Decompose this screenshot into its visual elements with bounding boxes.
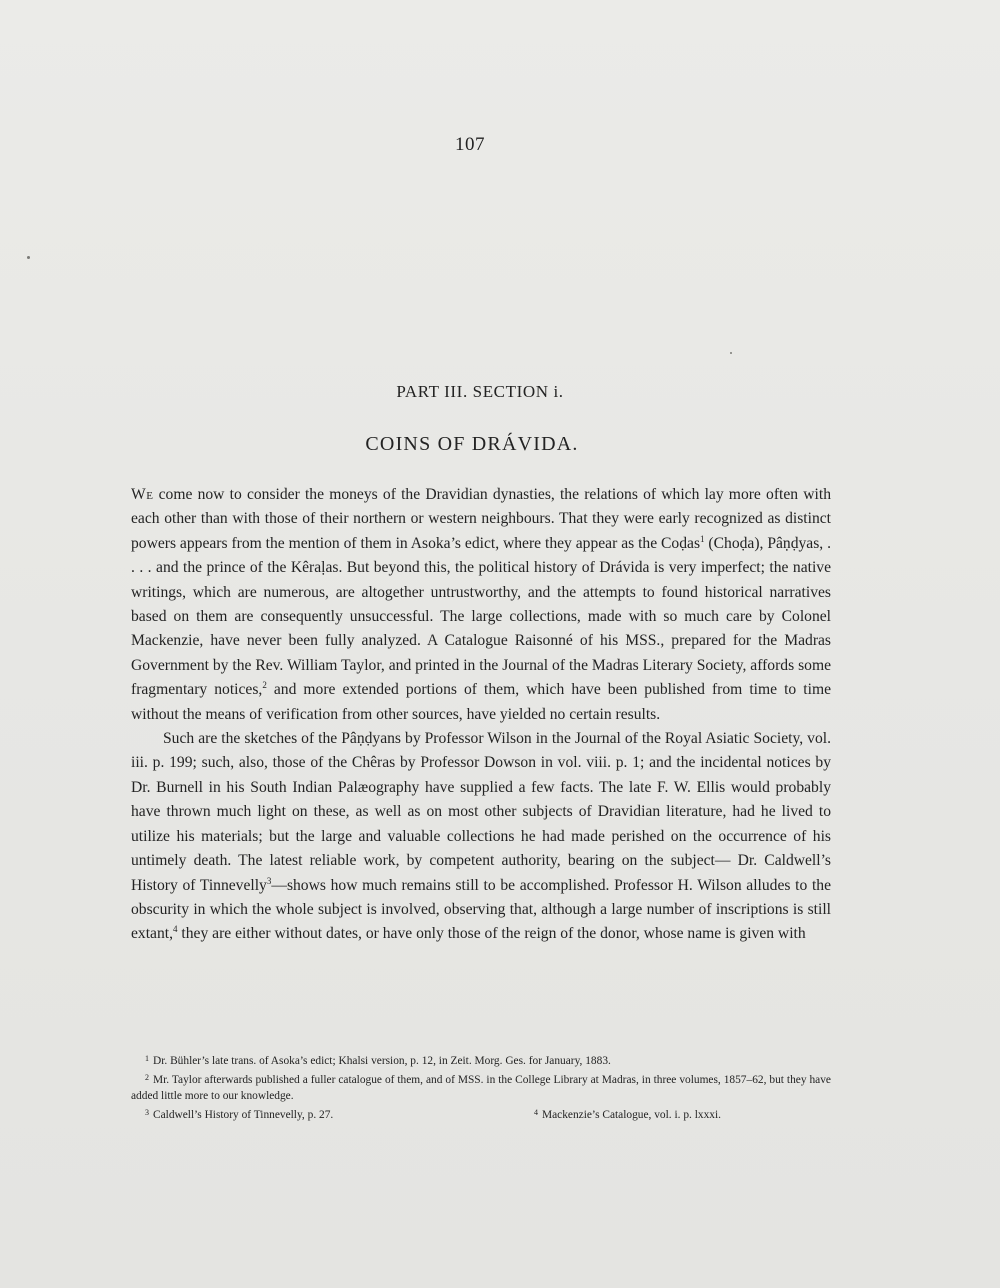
footnote-1 <box>131 1051 831 1070</box>
paragraph-1-text-c: and more extended portions of them, which have been published from time to time without the means of verification from other sources, have yielded no certain results. <box>131 681 831 723</box>
footnote-3-mark: 3 <box>145 1107 149 1117</box>
paper-speck <box>27 256 30 259</box>
paragraph-2-text-b: —shows how much remains still to be accomplished. Professor H. Wilson alludes to the obscurity in which the whole subject is involved, observing that, although a large number of inscriptions is still extant, <box>131 876 831 943</box>
footnote-1-mark: 1 <box>145 1054 149 1063</box>
paragraph-1-text: come now to consider the moneys of the Dravidian dynasties, the relations of which lay more often with each other than with those of their northern or western neighbours. That they were early recognized as distinct powers appears from the mention of them in Asoka’s edict, where they appear as the Coḍas <box>131 486 831 552</box>
footnote-4-mark: 4 <box>533 1107 538 1117</box>
footnote-3-text: Caldwell’s History of Tinnevelly, p. 27. <box>153 1108 334 1121</box>
paper-speck <box>730 352 732 354</box>
body-text <box>131 483 831 947</box>
footnote-ref-1[interactable]: 1 <box>700 533 705 544</box>
paragraph-2-text-c: they are either without dates, or have only those of the reign of the donor, whose name is given with <box>177 925 806 943</box>
section-heading: PART III. SECTION i. <box>396 382 564 401</box>
footnote-ref-2[interactable]: 2 <box>262 680 267 691</box>
footnotes <box>131 1051 831 1123</box>
paragraph-1 <box>131 483 831 727</box>
footnote-4-text: Mackenzie’s Catalogue, vol. i. p. lxxxi. <box>541 1108 721 1121</box>
footnote-2-mark: 2 <box>145 1072 149 1082</box>
footnote-ref-4[interactable]: 4 <box>173 924 178 935</box>
footnote-1-text: Dr. Bühler’s late trans. of Asoka’s edict; Khalsi version, p. 12, in Zeit. Morg. Ges. for January, 1883. <box>153 1055 611 1067</box>
footnote-2-text: Mr. Taylor afterwards published a fuller catalogue of them, and of MSS. in the College Library at Madras, in three volumes, 1857–62, but they have added little more to our knowledge. <box>131 1073 831 1102</box>
footnote-row-3-4 <box>131 1105 831 1124</box>
paragraph-2 <box>131 727 831 947</box>
chapter-title: COINS OF DRÁVIDA. <box>365 433 579 455</box>
footnote-4 <box>520 1105 721 1124</box>
page-number: 107 <box>455 134 485 155</box>
footnote-ref-3[interactable]: 3 <box>266 875 272 886</box>
paragraph-2-text: Such are the sketches of the Pâṇḍyans by Professor Wilson in the Journal of the Royal Asiatic Society, vol. iii. p. 199; such, also, those of the Chêras by Professor Dowson in vol. viii. p. 1; and the incidental notices by Dr. Burnell in his South Indian Palæography have supplied a few facts. The late F. W. Ellis would probably have thrown much light on these, as well as on most other subjects of Dravidian literature, had he lived to utilize his materials; but the large and valuable collections he had made perished on the occurrence of his untimely death. The latest reliable work, by competent authority, bearing on the subject— Dr. Caldwell’s History of Tinnevelly <box>131 730 831 894</box>
footnote-3 <box>131 1105 333 1124</box>
footnote-2 <box>131 1070 831 1105</box>
paragraph-1-text-b: (Choḍa), Pâṇḍyas, . . . . and the prince of the Kêraḷas. But beyond this, the political history of Drávida is very imperfect; the native writings, which are numerous, are altogether untrustworthy, and the attempts to found historical narratives based on them are consequently unsuccessful. The large collections, made with so much care by Colonel Mackenzie, have never been fully analyzed. A Catalogue Raisonné of his MSS., prepared for the Madras Government by the Rev. William Taylor, and printed in the Journal of the Madras Literary Society, affords some fragmentary notices, <box>131 534 831 699</box>
paragraph-lead-word: We <box>131 486 154 503</box>
